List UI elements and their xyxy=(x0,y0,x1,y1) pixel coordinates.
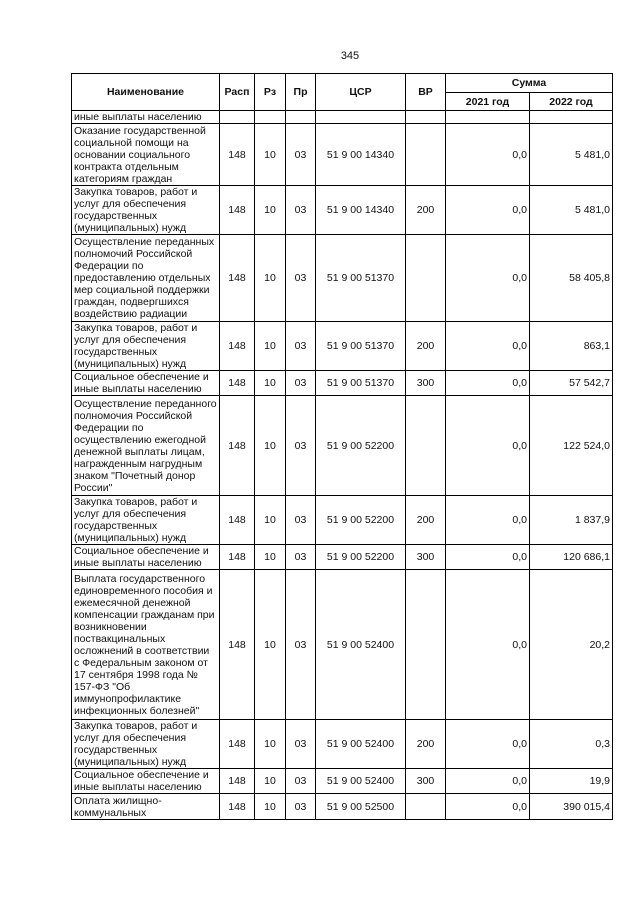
table-row xyxy=(72,235,613,322)
row-vr: 200 xyxy=(406,496,446,545)
table-row xyxy=(72,769,613,794)
row-name: Социальное обеспечение и иные выплаты населению xyxy=(72,769,220,794)
row-rz: 10 xyxy=(255,769,286,794)
row-name: Закупка товаров, работ и услуг для обеспечения государственных (муниципальных) нужд xyxy=(72,496,220,545)
row-sum-2021: 0,0 xyxy=(446,570,530,720)
row-sum-2021: 0,0 xyxy=(446,545,530,570)
table-row xyxy=(72,570,613,720)
row-csr: 51 9 00 52400 xyxy=(316,769,406,794)
row-sum-2022: 5 481,0 xyxy=(530,186,613,235)
row-pr: 03 xyxy=(286,396,316,496)
table-row xyxy=(72,371,613,396)
header-name: Наименование xyxy=(72,74,220,111)
row-pr: 03 xyxy=(286,496,316,545)
table-row xyxy=(72,124,613,186)
budget-table xyxy=(71,73,613,820)
table-row xyxy=(72,186,613,235)
row-name: Закупка товаров, работ и услуг для обеспечения государственных (муниципальных) нужд xyxy=(72,322,220,371)
row-pr: 03 xyxy=(286,124,316,186)
row-csr: 51 9 00 14340 xyxy=(316,186,406,235)
header-rz: Рз xyxy=(255,74,286,111)
row-rz: 10 xyxy=(255,235,286,322)
row-sum-2022: 390 015,4 xyxy=(530,794,613,820)
row-sum-2022: 1 837,9 xyxy=(530,496,613,545)
row-vr xyxy=(406,124,446,186)
row-vr: 200 xyxy=(406,186,446,235)
row-name: Закупка товаров, работ и услуг для обеспечения государственных (муниципальных) нужд xyxy=(72,186,220,235)
row-sum-2021: 0,0 xyxy=(446,720,530,769)
row-rasp: 148 xyxy=(220,570,255,720)
row-sum-2022: 0,3 xyxy=(530,720,613,769)
row-rz: 10 xyxy=(255,794,286,820)
header-2022: 2022 год xyxy=(530,93,613,111)
row-vr xyxy=(406,570,446,720)
row-pr: 03 xyxy=(286,570,316,720)
page-number: 345 xyxy=(340,50,360,62)
row-rz: 10 xyxy=(255,322,286,371)
table-body xyxy=(72,111,613,820)
row-rz: 10 xyxy=(255,396,286,496)
row-sum-2021 xyxy=(446,111,530,124)
row-pr: 03 xyxy=(286,545,316,570)
row-sum-2021: 0,0 xyxy=(446,124,530,186)
row-rasp: 148 xyxy=(220,186,255,235)
row-rz: 10 xyxy=(255,720,286,769)
row-sum-2021: 0,0 xyxy=(446,769,530,794)
row-name: Оказание государственной социальной помощи на основании социального контракта отдельным категориям граждан xyxy=(72,124,220,186)
table-row xyxy=(72,794,613,820)
row-pr: 03 xyxy=(286,720,316,769)
header-csr: ЦСР xyxy=(316,74,406,111)
row-vr: 300 xyxy=(406,545,446,570)
table-row xyxy=(72,720,613,769)
row-vr xyxy=(406,235,446,322)
row-sum-2021: 0,0 xyxy=(446,186,530,235)
row-pr xyxy=(286,111,316,124)
row-name: Оплата жилищно-коммунальных xyxy=(72,794,220,820)
row-sum-2021: 0,0 xyxy=(446,794,530,820)
row-name: Социальное обеспечение и иные выплаты населению xyxy=(72,545,220,570)
row-pr: 03 xyxy=(286,235,316,322)
row-csr: 51 9 00 52200 xyxy=(316,496,406,545)
table-row xyxy=(72,545,613,570)
row-vr: 200 xyxy=(406,322,446,371)
row-vr xyxy=(406,111,446,124)
row-pr: 03 xyxy=(286,769,316,794)
row-sum-2022: 20,2 xyxy=(530,570,613,720)
row-rz: 10 xyxy=(255,570,286,720)
row-rz: 10 xyxy=(255,371,286,396)
row-sum-2022: 863,1 xyxy=(530,322,613,371)
row-rasp: 148 xyxy=(220,124,255,186)
row-csr: 51 9 00 51370 xyxy=(316,235,406,322)
row-name: Осуществление переданных полномочий Российской Федерации по предоставлению отдельных мер социальной поддержки граждан, подвергшихся воздействию радиации xyxy=(72,235,220,322)
table-row xyxy=(72,322,613,371)
row-sum-2022: 120 686,1 xyxy=(530,545,613,570)
row-csr: 51 9 00 52400 xyxy=(316,570,406,720)
row-csr: 51 9 00 52200 xyxy=(316,396,406,496)
header-vr: ВР xyxy=(406,74,446,111)
row-sum-2022: 58 405,8 xyxy=(530,235,613,322)
row-vr: 200 xyxy=(406,720,446,769)
row-name: иные выплаты населению xyxy=(72,111,220,124)
row-rasp: 148 xyxy=(220,322,255,371)
header-rasp: Расп xyxy=(220,74,255,111)
row-rz: 10 xyxy=(255,545,286,570)
table-row xyxy=(72,396,613,496)
row-csr: 51 9 00 51370 xyxy=(316,371,406,396)
row-rz: 10 xyxy=(255,496,286,545)
row-rasp: 148 xyxy=(220,794,255,820)
row-pr: 03 xyxy=(286,322,316,371)
row-sum-2021: 0,0 xyxy=(446,496,530,545)
row-name: Выплата государственного единовременного пособия и ежемесячной денежной компенсации гражданам при возникновении поствакцинальных осложнений в соответствии с Федеральным законом от 17 сентября 1998 года № 157-ФЗ "Об иммунопрофилактике инфекционных болезней" xyxy=(72,570,220,720)
table-row xyxy=(72,496,613,545)
row-pr: 03 xyxy=(286,794,316,820)
row-rz xyxy=(255,111,286,124)
row-sum-2021: 0,0 xyxy=(446,322,530,371)
table-row xyxy=(72,111,613,124)
row-sum-2021: 0,0 xyxy=(446,235,530,322)
row-rz: 10 xyxy=(255,186,286,235)
row-sum-2022: 122 524,0 xyxy=(530,396,613,496)
row-rasp xyxy=(220,111,255,124)
row-sum-2022 xyxy=(530,111,613,124)
header-row xyxy=(72,74,613,93)
row-pr: 03 xyxy=(286,186,316,235)
row-name: Осуществление переданного полномочия Российской Федерации по осуществлению ежегодной денежной выплаты лицам, награжденным нагрудным знаком "Почетный донор России" xyxy=(72,396,220,496)
header-pr: Пр xyxy=(286,74,316,111)
row-pr: 03 xyxy=(286,371,316,396)
row-rasp: 148 xyxy=(220,396,255,496)
row-sum-2022: 5 481,0 xyxy=(530,124,613,186)
row-sum-2022: 57 542,7 xyxy=(530,371,613,396)
row-csr xyxy=(316,111,406,124)
row-sum-2021: 0,0 xyxy=(446,371,530,396)
row-vr xyxy=(406,794,446,820)
row-csr: 51 9 00 14340 xyxy=(316,124,406,186)
row-vr xyxy=(406,396,446,496)
row-rz: 10 xyxy=(255,124,286,186)
row-csr: 51 9 00 51370 xyxy=(316,322,406,371)
row-rasp: 148 xyxy=(220,235,255,322)
row-rasp: 148 xyxy=(220,769,255,794)
row-name: Закупка товаров, работ и услуг для обеспечения государственных (муниципальных) нужд xyxy=(72,720,220,769)
row-rasp: 148 xyxy=(220,371,255,396)
header-sum: Сумма xyxy=(446,74,613,93)
row-vr: 300 xyxy=(406,769,446,794)
row-rasp: 148 xyxy=(220,545,255,570)
row-rasp: 148 xyxy=(220,720,255,769)
row-name: Социальное обеспечение и иные выплаты населению xyxy=(72,371,220,396)
row-csr: 51 9 00 52500 xyxy=(316,794,406,820)
row-csr: 51 9 00 52400 xyxy=(316,720,406,769)
row-vr: 300 xyxy=(406,371,446,396)
row-sum-2022: 19,9 xyxy=(530,769,613,794)
header-2021: 2021 год xyxy=(446,93,530,111)
row-csr: 51 9 00 52200 xyxy=(316,545,406,570)
row-sum-2021: 0,0 xyxy=(446,396,530,496)
row-rasp: 148 xyxy=(220,496,255,545)
